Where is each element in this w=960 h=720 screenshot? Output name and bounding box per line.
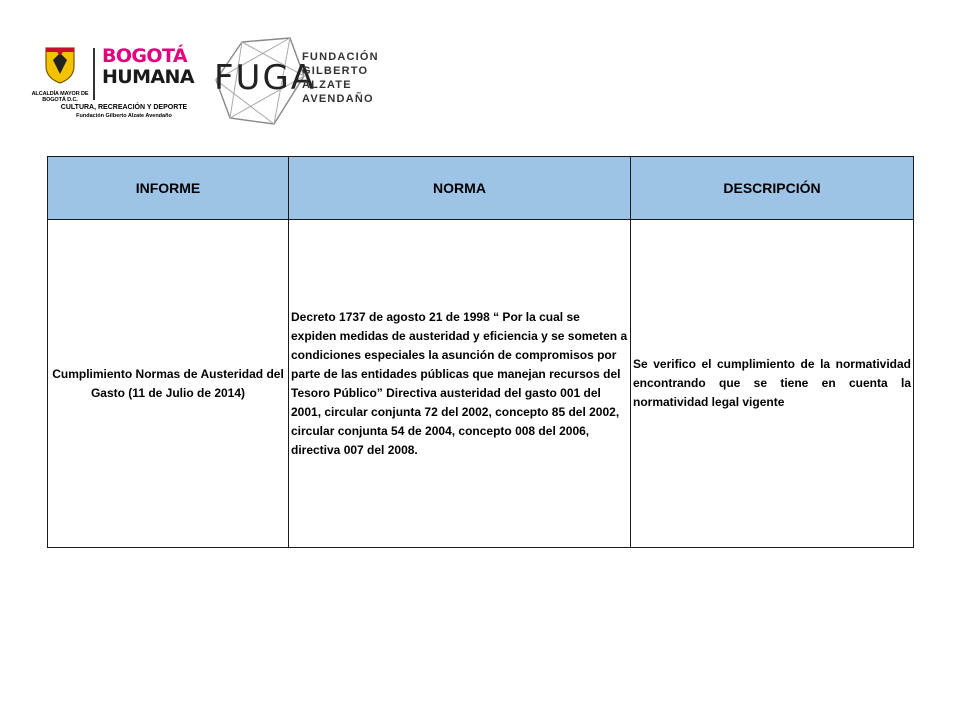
header-descripcion: DESCRIPCIÓN [631, 157, 914, 220]
fuga-name-line: ALZATE [302, 79, 352, 91]
bogota-humana-logo [102, 46, 192, 88]
alcaldia-text: ALCALDÍA MAYOR DE BOGOTÁ D.C. [31, 91, 89, 103]
cultura-caption [44, 104, 204, 120]
cultura-subtext: Fundación Gilberto Alzate Avendaño [76, 113, 172, 119]
report-table [47, 156, 914, 548]
cell-norma: Decreto 1737 de agosto 21 de 1998 “ Por la cual se expiden medidas de austeridad y eficiencia y se someten a condiciones especiales la asunción de compromisos por parte de las entidades públicas que manejan recursos del Tesoro Público” Directiva austeridad del gasto 001 del 2001, circular conjunta 72 del 2002, concepto 85 del 2002, circular conjunta 54 de 2004, concepto 008 del 2006, directiva 007 del 2008. [289, 220, 631, 548]
table-header-row [48, 157, 914, 220]
logo-divider [93, 48, 95, 100]
fuga-word: FUGA [214, 58, 317, 98]
fuga-name-line: FUNDACIÓN [302, 51, 379, 63]
cell-informe: Cumplimiento Normas de Austeridad del Gasto (11 de Julio de 2014) [48, 220, 289, 548]
bogota-line2: HUMANA [102, 66, 194, 88]
fuga-name-line: AVENDAÑO [302, 93, 374, 105]
fuga-name-line: GILBERTO [302, 65, 369, 77]
cultura-text: CULTURA, RECREACIÓN Y DEPORTE [60, 104, 188, 111]
header-norma: NORMA [289, 157, 631, 220]
header-informe: INFORME [48, 157, 289, 220]
bogota-crest-icon [42, 44, 78, 84]
alcaldia-logo [30, 44, 90, 103]
table-row [48, 220, 914, 548]
fuga-logo [212, 36, 392, 128]
bogota-line1: BOGOTÁ [102, 45, 187, 67]
fuga-full-name [302, 50, 379, 106]
cell-descripcion: Se verifico el cumplimiento de la normatividad encontrando que se tiene en cuenta la normatividad legal vigente [631, 220, 914, 548]
